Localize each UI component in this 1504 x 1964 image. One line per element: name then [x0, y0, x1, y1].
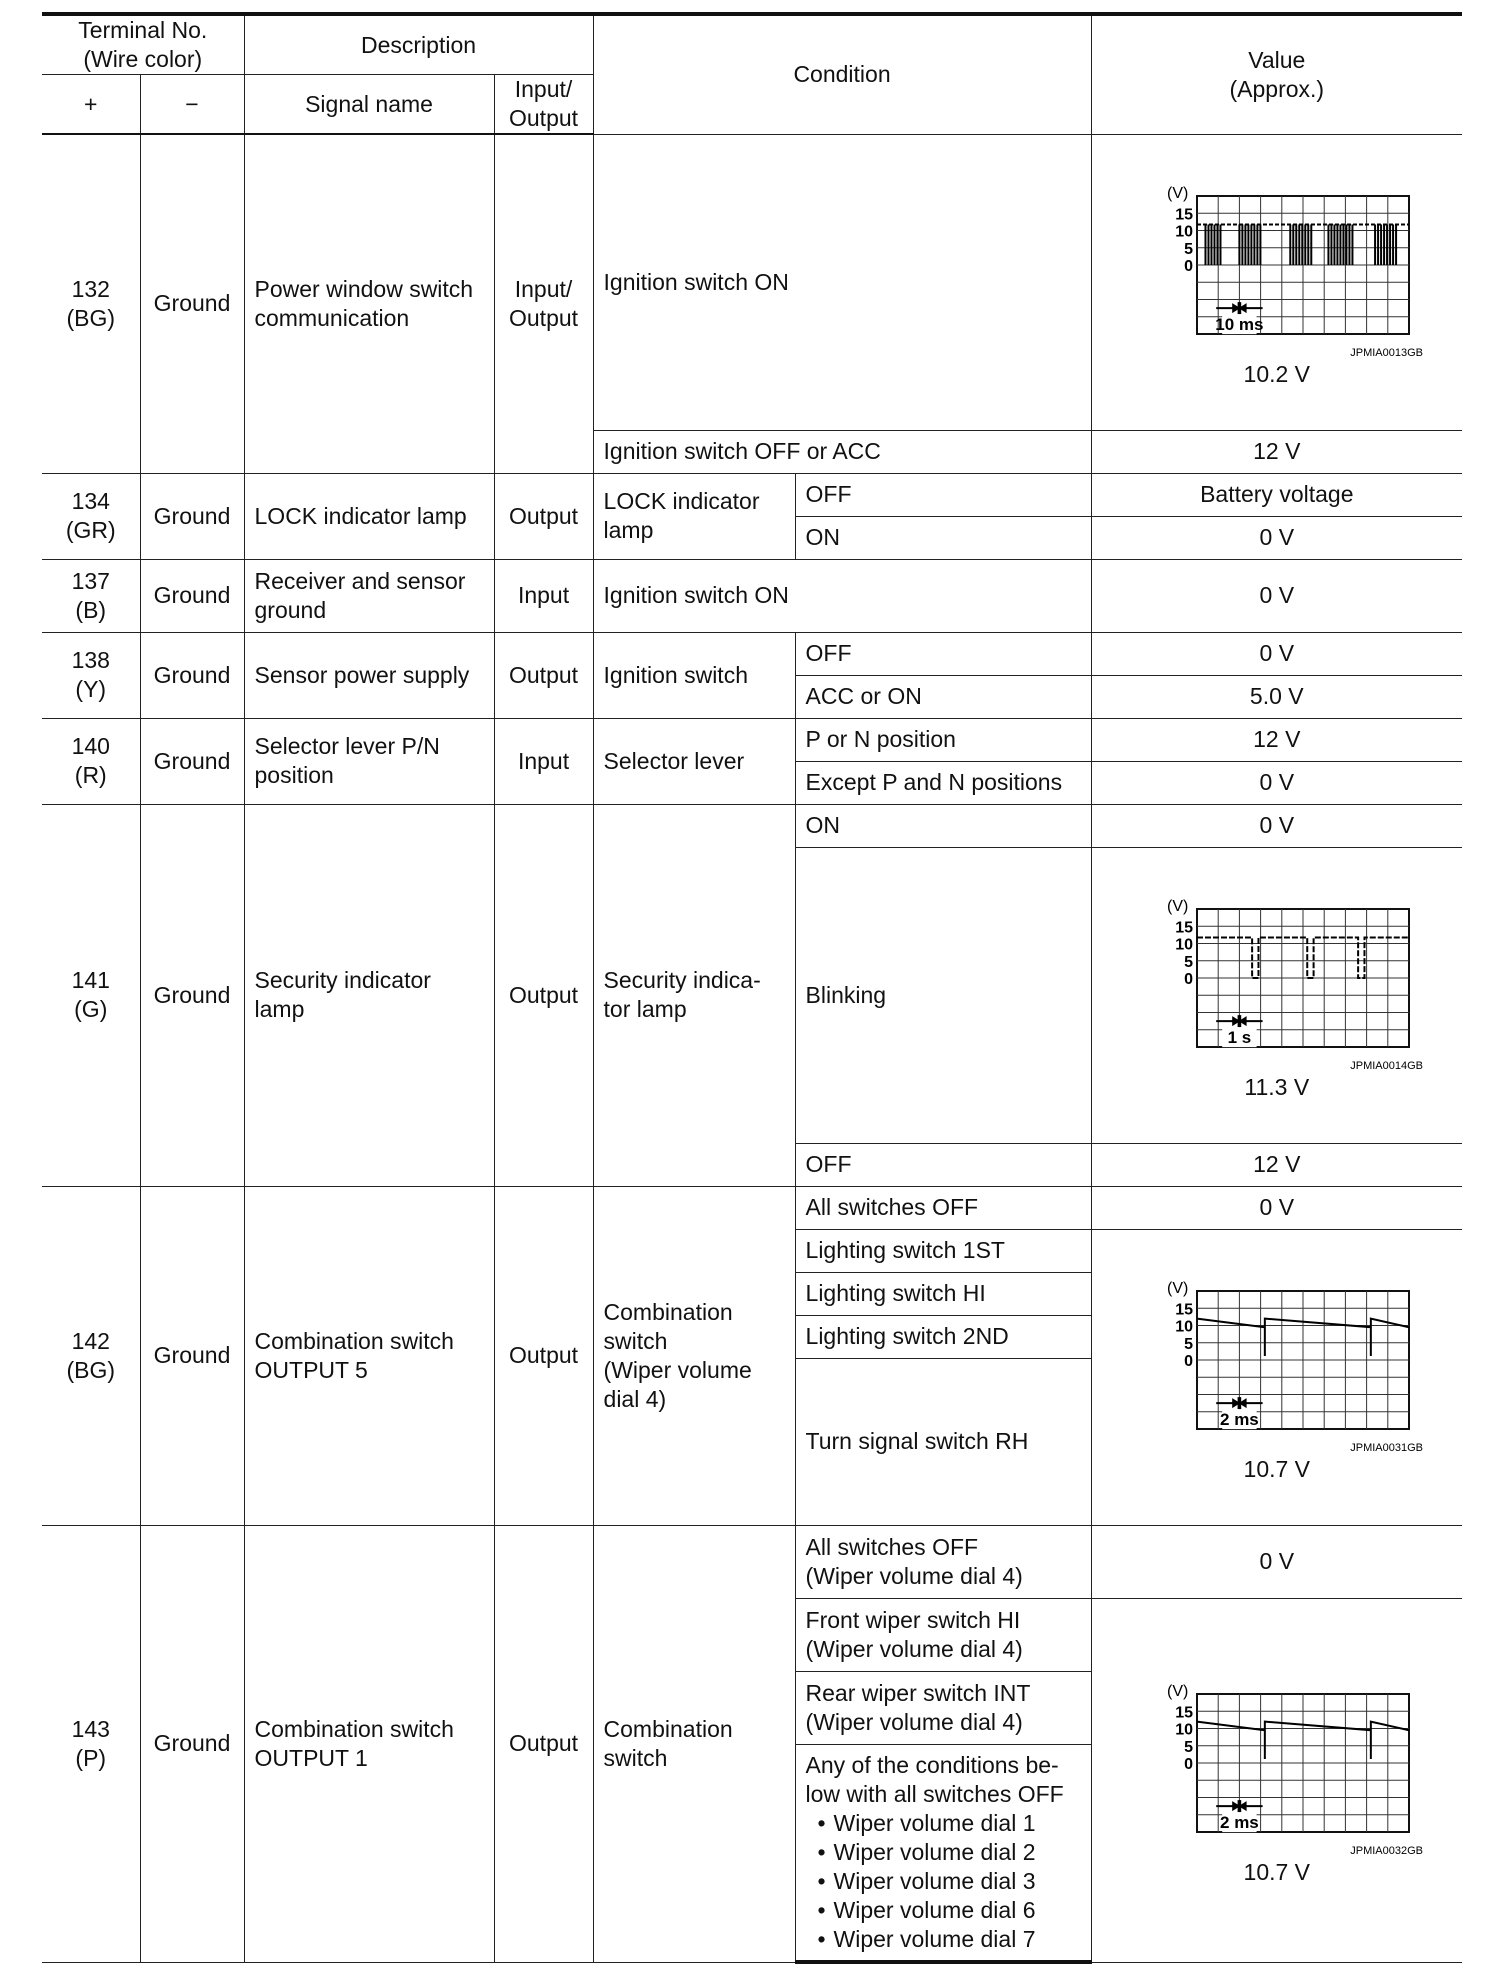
- terminal-plus: [42, 559, 140, 632]
- waveform-graph: [1102, 176, 1453, 358]
- sub-condition: OFF: [795, 632, 1091, 675]
- sub-condition: ON: [795, 804, 1091, 847]
- list-item: • Wiper volume dial 1: [820, 1809, 1081, 1838]
- io-line: Output: [509, 304, 579, 331]
- wire-color: (Y): [75, 676, 107, 702]
- waveform-unit-label: (V): [1166, 1682, 1189, 1700]
- sub-condition: All switches OFF: [795, 1186, 1091, 1229]
- scale-label: 2 ms: [1219, 1812, 1259, 1832]
- sub-condition-line: Any of the conditions be-: [805, 1751, 1059, 1778]
- header-condition: Condition: [593, 14, 1091, 134]
- terminal-minus: Ground: [140, 134, 244, 473]
- table-row: [42, 1186, 1462, 1229]
- table-row: [42, 473, 1462, 516]
- waveform-tick-label: 10: [1174, 223, 1193, 240]
- wiper-dial-list: [806, 1809, 1081, 1954]
- terminal-number: 138: [71, 647, 110, 673]
- waveform-tick-label: 0: [1183, 970, 1193, 988]
- sub-condition: [795, 1525, 1091, 1598]
- terminal-number: 143: [71, 1715, 110, 1742]
- sub-condition: [795, 1671, 1091, 1744]
- wire-color: (BG): [66, 1356, 116, 1383]
- condition-line: (Wiper volume: [603, 1356, 752, 1383]
- signal-name: [244, 804, 494, 1186]
- condition-line: switch: [603, 1327, 668, 1354]
- header-value-approx: (Approx.): [1229, 75, 1325, 102]
- header-io-line2: Output: [509, 105, 579, 131]
- waveform-tick-label: 15: [1174, 918, 1193, 936]
- waveform-tick-label: 5: [1183, 1335, 1193, 1353]
- condition: Ignition switch ON: [593, 134, 1091, 430]
- sub-condition: Lighting switch HI: [795, 1272, 1091, 1315]
- sub-condition-line: (Wiper volume dial 4): [805, 1708, 1023, 1735]
- condition: [593, 473, 795, 559]
- condition: Selector lever: [593, 718, 795, 804]
- sub-condition: ON: [795, 516, 1091, 559]
- table-row: [42, 804, 1462, 847]
- value: 0 V: [1091, 804, 1462, 847]
- table-row: [42, 718, 1462, 761]
- condition: Ignition switch: [593, 632, 795, 718]
- value: 0 V: [1091, 559, 1462, 632]
- signal-name: [244, 1525, 494, 1962]
- sub-condition: ACC or ON: [795, 675, 1091, 718]
- waveform-tick-label: 10: [1174, 936, 1193, 953]
- waveform-tick-label: 10: [1174, 1318, 1193, 1335]
- terminal-minus: Ground: [140, 718, 244, 804]
- terminal-plus: [42, 1186, 140, 1525]
- waveform-graph: [1102, 1271, 1453, 1453]
- waveform-tick-label: 0: [1183, 257, 1193, 275]
- sub-condition: Lighting switch 2ND: [795, 1315, 1091, 1358]
- terminal-minus: Ground: [140, 1186, 244, 1525]
- condition-line: switch: [603, 1744, 668, 1771]
- waveform-graph: [1102, 889, 1453, 1071]
- terminal-number: 137: [71, 567, 110, 594]
- wire-color: (P): [75, 1744, 107, 1771]
- terminal-number: 132: [71, 275, 110, 302]
- signal-name-line: OUTPUT 5: [254, 1356, 368, 1383]
- terminal-number: 141: [71, 967, 110, 993]
- input-output: Output: [494, 1186, 593, 1525]
- scale-label: 10 ms: [1215, 314, 1264, 334]
- waveform-svg: [1127, 1271, 1427, 1453]
- value-waveform-cell: [1091, 1598, 1462, 1962]
- terminal-plus: [42, 804, 140, 1186]
- wire-color: (GR): [65, 517, 116, 543]
- signal-name: Sensor power supply: [244, 632, 494, 718]
- wire-color: (B): [75, 596, 107, 623]
- value: 10.7 V: [1243, 1858, 1311, 1885]
- header-wire-color: (Wire color): [83, 46, 203, 72]
- signal-name-line: position: [254, 762, 334, 788]
- sub-condition: Lighting switch 1ST: [795, 1229, 1091, 1272]
- input-output: Output: [494, 1525, 593, 1962]
- condition-line: dial 4): [603, 1385, 667, 1412]
- sub-condition: Turn signal switch RH: [795, 1358, 1091, 1525]
- scale-label: 2 ms: [1219, 1409, 1259, 1429]
- terminal-plus: [42, 1525, 140, 1962]
- waveform-tick-label: 5: [1183, 240, 1193, 258]
- scale-label: 1 s: [1227, 1027, 1252, 1047]
- input-output: Input: [494, 718, 593, 804]
- header-terminal: [42, 14, 244, 75]
- header-description: Description: [244, 14, 593, 75]
- value: 10.2 V: [1243, 360, 1311, 387]
- waveform-graph: [1102, 1674, 1453, 1856]
- sub-condition: [795, 1598, 1091, 1671]
- waveform-tick-label: 5: [1183, 953, 1193, 971]
- sub-condition-line: Rear wiper switch INT: [805, 1679, 1031, 1706]
- list-item: • Wiper volume dial 2: [820, 1838, 1081, 1867]
- value: 12 V: [1091, 430, 1462, 473]
- value: 12 V: [1091, 718, 1462, 761]
- header-value: [1091, 14, 1462, 134]
- terminal-minus: Ground: [140, 632, 244, 718]
- header-plus: +: [42, 75, 140, 135]
- condition: [593, 1186, 795, 1525]
- waveform-unit-label: (V): [1166, 184, 1189, 202]
- waveform-tick-label: 15: [1174, 1300, 1193, 1318]
- waveform-svg: [1127, 889, 1427, 1071]
- sub-condition-line: (Wiper volume dial 4): [805, 1635, 1023, 1662]
- waveform-svg: [1127, 1674, 1427, 1856]
- waveform-svg: [1127, 176, 1427, 358]
- wire-color: (R): [74, 762, 107, 788]
- signal-name: [244, 718, 494, 804]
- value: 0 V: [1091, 632, 1462, 675]
- input-output: Output: [494, 473, 593, 559]
- signal-name-line: Selector lever P/N: [254, 733, 440, 759]
- io-line: Input/: [514, 275, 573, 302]
- sub-condition-line: Front wiper switch HI: [805, 1606, 1021, 1633]
- waveform-tick-label: 0: [1183, 1755, 1193, 1773]
- sub-condition: OFF: [795, 473, 1091, 516]
- sub-condition: Blinking: [795, 847, 1091, 1143]
- condition-line: Combination: [603, 1298, 733, 1325]
- sub-condition: Except P and N positions: [795, 761, 1091, 804]
- list-item: • Wiper volume dial 3: [820, 1867, 1081, 1896]
- terminal-number: 134: [71, 488, 110, 514]
- signal-name: LOCK indicator lamp: [244, 473, 494, 559]
- sub-condition-line: (Wiper volume dial 4): [805, 1562, 1023, 1589]
- sub-condition-line: low with all switches OFF: [805, 1780, 1064, 1807]
- terminal-number: 142: [71, 1327, 110, 1354]
- table-row: [42, 632, 1462, 675]
- value: 0 V: [1091, 516, 1462, 559]
- terminal-plus: [42, 632, 140, 718]
- signal-name-line: communication: [254, 304, 410, 331]
- header-terminal-no: Terminal No.: [78, 17, 208, 43]
- input-output: Output: [494, 632, 593, 718]
- signal-name-line: Security indicator: [254, 967, 431, 993]
- terminal-plus: [42, 134, 140, 473]
- sub-condition: P or N position: [795, 718, 1091, 761]
- condition-line: lamp: [603, 517, 654, 543]
- signal-name-line: OUTPUT 1: [254, 1744, 368, 1771]
- value: 0 V: [1091, 761, 1462, 804]
- figure-ref: JPMIA0013GB: [1350, 346, 1423, 358]
- header-minus: −: [140, 75, 244, 135]
- signal-name: [244, 1186, 494, 1525]
- terminal-minus: Ground: [140, 804, 244, 1186]
- terminal-spec-table: [42, 12, 1462, 1964]
- input-output: [494, 134, 593, 473]
- waveform-tick-label: 15: [1174, 1703, 1193, 1721]
- header-io-line1: Input/: [514, 76, 573, 102]
- value: Battery voltage: [1091, 473, 1462, 516]
- header-signal-name: Signal name: [244, 75, 494, 135]
- value: 11.3 V: [1244, 1073, 1310, 1100]
- table-row: [42, 559, 1462, 632]
- signal-name: [244, 559, 494, 632]
- header-value-label: Value: [1248, 46, 1306, 73]
- waveform-tick-label: 10: [1174, 1721, 1193, 1738]
- wire-color: (G): [74, 996, 108, 1022]
- terminal-minus: Ground: [140, 1525, 244, 1962]
- wire-color: (BG): [66, 304, 116, 331]
- waveform-tick-label: 15: [1174, 205, 1193, 223]
- waveform-unit-label: (V): [1166, 1279, 1189, 1297]
- figure-ref: JPMIA0014GB: [1350, 1059, 1423, 1071]
- terminal-minus: Ground: [140, 559, 244, 632]
- signal-name-line: lamp: [254, 996, 305, 1022]
- waveform-tick-label: 5: [1183, 1738, 1193, 1756]
- table-row: [42, 134, 1462, 430]
- value: 0 V: [1091, 1525, 1462, 1598]
- value: 0 V: [1091, 1186, 1462, 1229]
- value-waveform-cell: [1091, 134, 1462, 430]
- signal-name-line: Power window switch: [254, 275, 474, 302]
- terminal-plus: [42, 718, 140, 804]
- waveform-tick-label: 0: [1183, 1352, 1193, 1370]
- terminal-minus: Ground: [140, 473, 244, 559]
- input-output: Input: [494, 559, 593, 632]
- condition-line: Combination: [603, 1715, 733, 1742]
- terminal-plus: [42, 473, 140, 559]
- condition-line: tor lamp: [603, 996, 687, 1022]
- condition: Ignition switch ON: [593, 559, 1091, 632]
- figure-ref: JPMIA0032GB: [1350, 1844, 1423, 1856]
- value: 10.7 V: [1243, 1455, 1311, 1482]
- condition-line: LOCK indicator: [603, 488, 760, 514]
- list-item: • Wiper volume dial 6: [820, 1896, 1081, 1925]
- signal-name-line: Combination switch: [254, 1327, 454, 1354]
- value-waveform-cell: [1091, 1229, 1462, 1525]
- header-input-output: [494, 75, 593, 135]
- condition-line: Security indica-: [603, 967, 761, 993]
- list-item: • Wiper volume dial 7: [820, 1925, 1081, 1954]
- sub-condition: [795, 1744, 1091, 1962]
- signal-name-line: ground: [254, 596, 327, 623]
- table-row: [42, 1525, 1462, 1598]
- value: 12 V: [1091, 1143, 1462, 1186]
- value-waveform-cell: [1091, 847, 1462, 1143]
- condition: [593, 804, 795, 1186]
- signal-name-line: Receiver and sensor: [254, 567, 466, 594]
- figure-ref: JPMIA0031GB: [1350, 1441, 1423, 1453]
- condition: Ignition switch OFF or ACC: [593, 430, 1091, 473]
- input-output: Output: [494, 804, 593, 1186]
- condition: [593, 1525, 795, 1962]
- waveform-unit-label: (V): [1166, 897, 1189, 915]
- sub-condition-line: All switches OFF: [805, 1533, 979, 1560]
- sub-condition: OFF: [795, 1143, 1091, 1186]
- value: 5.0 V: [1091, 675, 1462, 718]
- signal-name: [244, 134, 494, 473]
- terminal-number: 140: [71, 733, 110, 759]
- signal-name-line: Combination switch: [254, 1715, 454, 1742]
